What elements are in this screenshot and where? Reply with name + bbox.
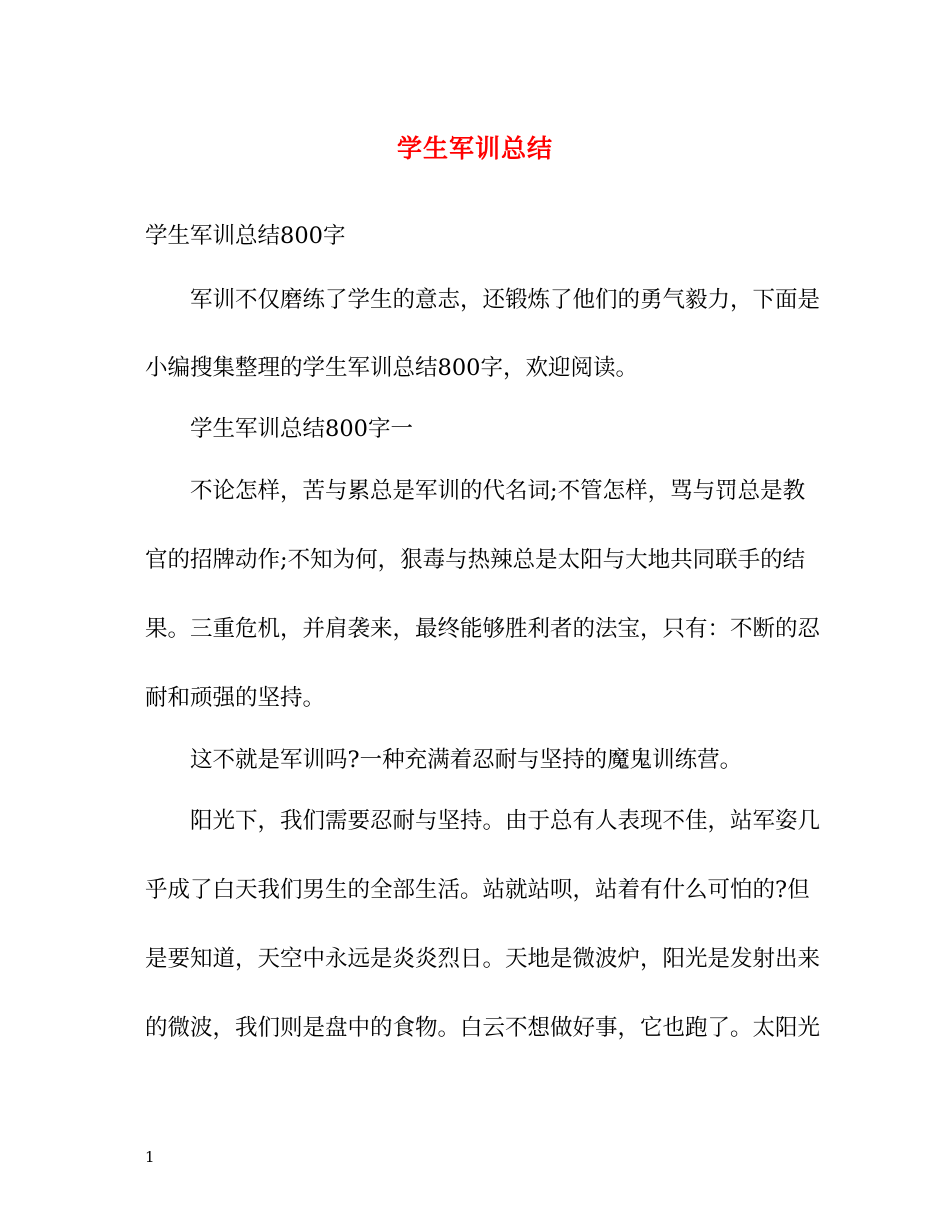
paragraph-line: 乎成了白天我们男生的全部生活。站就站呗，站着有什么可怕的?但: [145, 877, 810, 903]
page-number: 1: [145, 1148, 155, 1166]
paragraph-line: 的微波，我们则是盘中的食物。白云不想做好事，它也跑了。太阳光: [145, 1015, 821, 1041]
paragraph-line: 果。三重危机，并肩袭来，最终能够胜利者的法宝，只有：不断的忍: [145, 616, 821, 642]
paragraph-line: 官的招牌动作;不知为何，狠毒与热辣总是太阳与大地共同联手的结: [145, 547, 806, 573]
paragraph-line: 阳光下，我们需要忍耐与坚持。由于总有人表现不佳，站军姿几: [190, 808, 821, 834]
paragraph-line: 不论怎样，苦与累总是军训的代名词;不管怎样，骂与罚总是教: [190, 478, 806, 504]
paragraph-line: 小编搜集整理的学生军训总结800字，欢迎阅读。: [145, 355, 638, 381]
paragraph-line: 这不就是军训吗?一种充满着忍耐与坚持的魔鬼训练营。: [190, 747, 743, 773]
paragraph-line: 军训不仅磨练了学生的意志，还锻炼了他们的勇气毅力，下面是: [190, 287, 821, 313]
document-subtitle: 学生军训总结800字: [145, 223, 346, 249]
paragraph-line: 是要知道，天空中永远是炎炎烈日。天地是微波炉，阳光是发射出来: [145, 946, 821, 972]
section-heading: 学生军训总结800字一: [190, 416, 413, 442]
paragraph-line: 耐和顽强的坚持。: [145, 685, 326, 711]
document-title: 学生军训总结: [396, 134, 553, 163]
